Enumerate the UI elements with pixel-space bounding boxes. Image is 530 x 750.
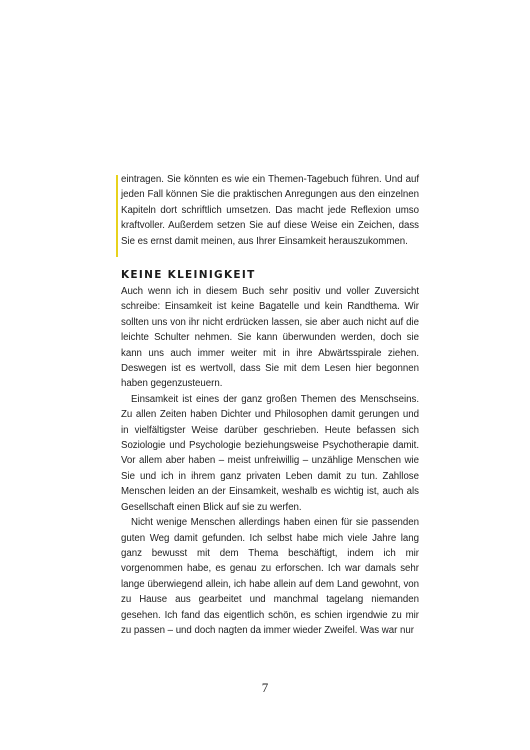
callout-text: eintragen. Sie könnten es wie ein Themen-Tagebuch führen. Und auf jeden Fall können Sie die praktischen Anregungen aus den einzelnen Kapiteln dort schriftlich umsetzen. Das macht jede Reflexion umso kraftvoller. Außerdem setzen Sie auf diese Weise ein Zeichen, dass Sie es ernst damit meinen, aus Ihrer Einsamkeit herauszukommen. (121, 174, 419, 247)
paragraph-1: Auch wenn ich in diesem Buch sehr positiv und voller Zuversicht schreibe: Einsamkeit ist keine Bagatelle und kein Randthema. Wir sollten uns von ihr nicht erdrücken lassen, sie aber auch nicht auf die leichte Schulter nehmen. Sie kann überwunden werden, doch sie kann uns auch immer weiter mit in ihre Abwärtsspirale ziehen. Deswegen ist es wertvoll, dass Sie mit dem Lesen hier begonnen haben gegenzusteuern. (121, 286, 419, 390)
section-keine-kleinigkeit (121, 268, 419, 638)
page-number: 7 (261, 680, 269, 695)
callout-box (121, 172, 419, 249)
callout-accent-bar (116, 175, 118, 257)
section-heading: KEINE KLEINIGKEIT (121, 269, 256, 281)
paragraph-2: Einsamkeit ist eines der ganz großen Themen des Menschseins. Zu allen Zeiten haben Dichter und Philosophen damit gerungen und in vielfältigster Weise darüber geschrieben. Heute befassen sich Soziologie und Psychologie beziehungsweise Psychotherapie damit. Vor allem aber haben – meist unfreiwillig – unzählige Menschen wie Sie und ich in ihrem ganz privaten Leben damit zu tun. Zahllose Menschen leiden an der Einsamkeit, weshalb es wichtig ist, auch als Gesellschaft einen Blick auf sie zu werfen. (121, 393, 419, 513)
paragraph-3: Nicht wenige Menschen allerdings haben einen für sie passenden guten Weg damit gefunden. Ich selbst habe mich viele Jahre lang ganz bewusst mit dem Thema beschäftigt, indem ich mir vorgenommen habe, es genau zu erforschen. Ich war damals sehr lange überwiegend allein, ich habe allein auf dem Land gewohnt, von zu Hause aus gearbeitet und manchmal tagelang niemanden gesehen. Ich fand das eigentlich schön, es schien irgendwie zu mir zu passen – und doch nagten da immer wieder Zweifel. Was war nur (121, 517, 419, 636)
